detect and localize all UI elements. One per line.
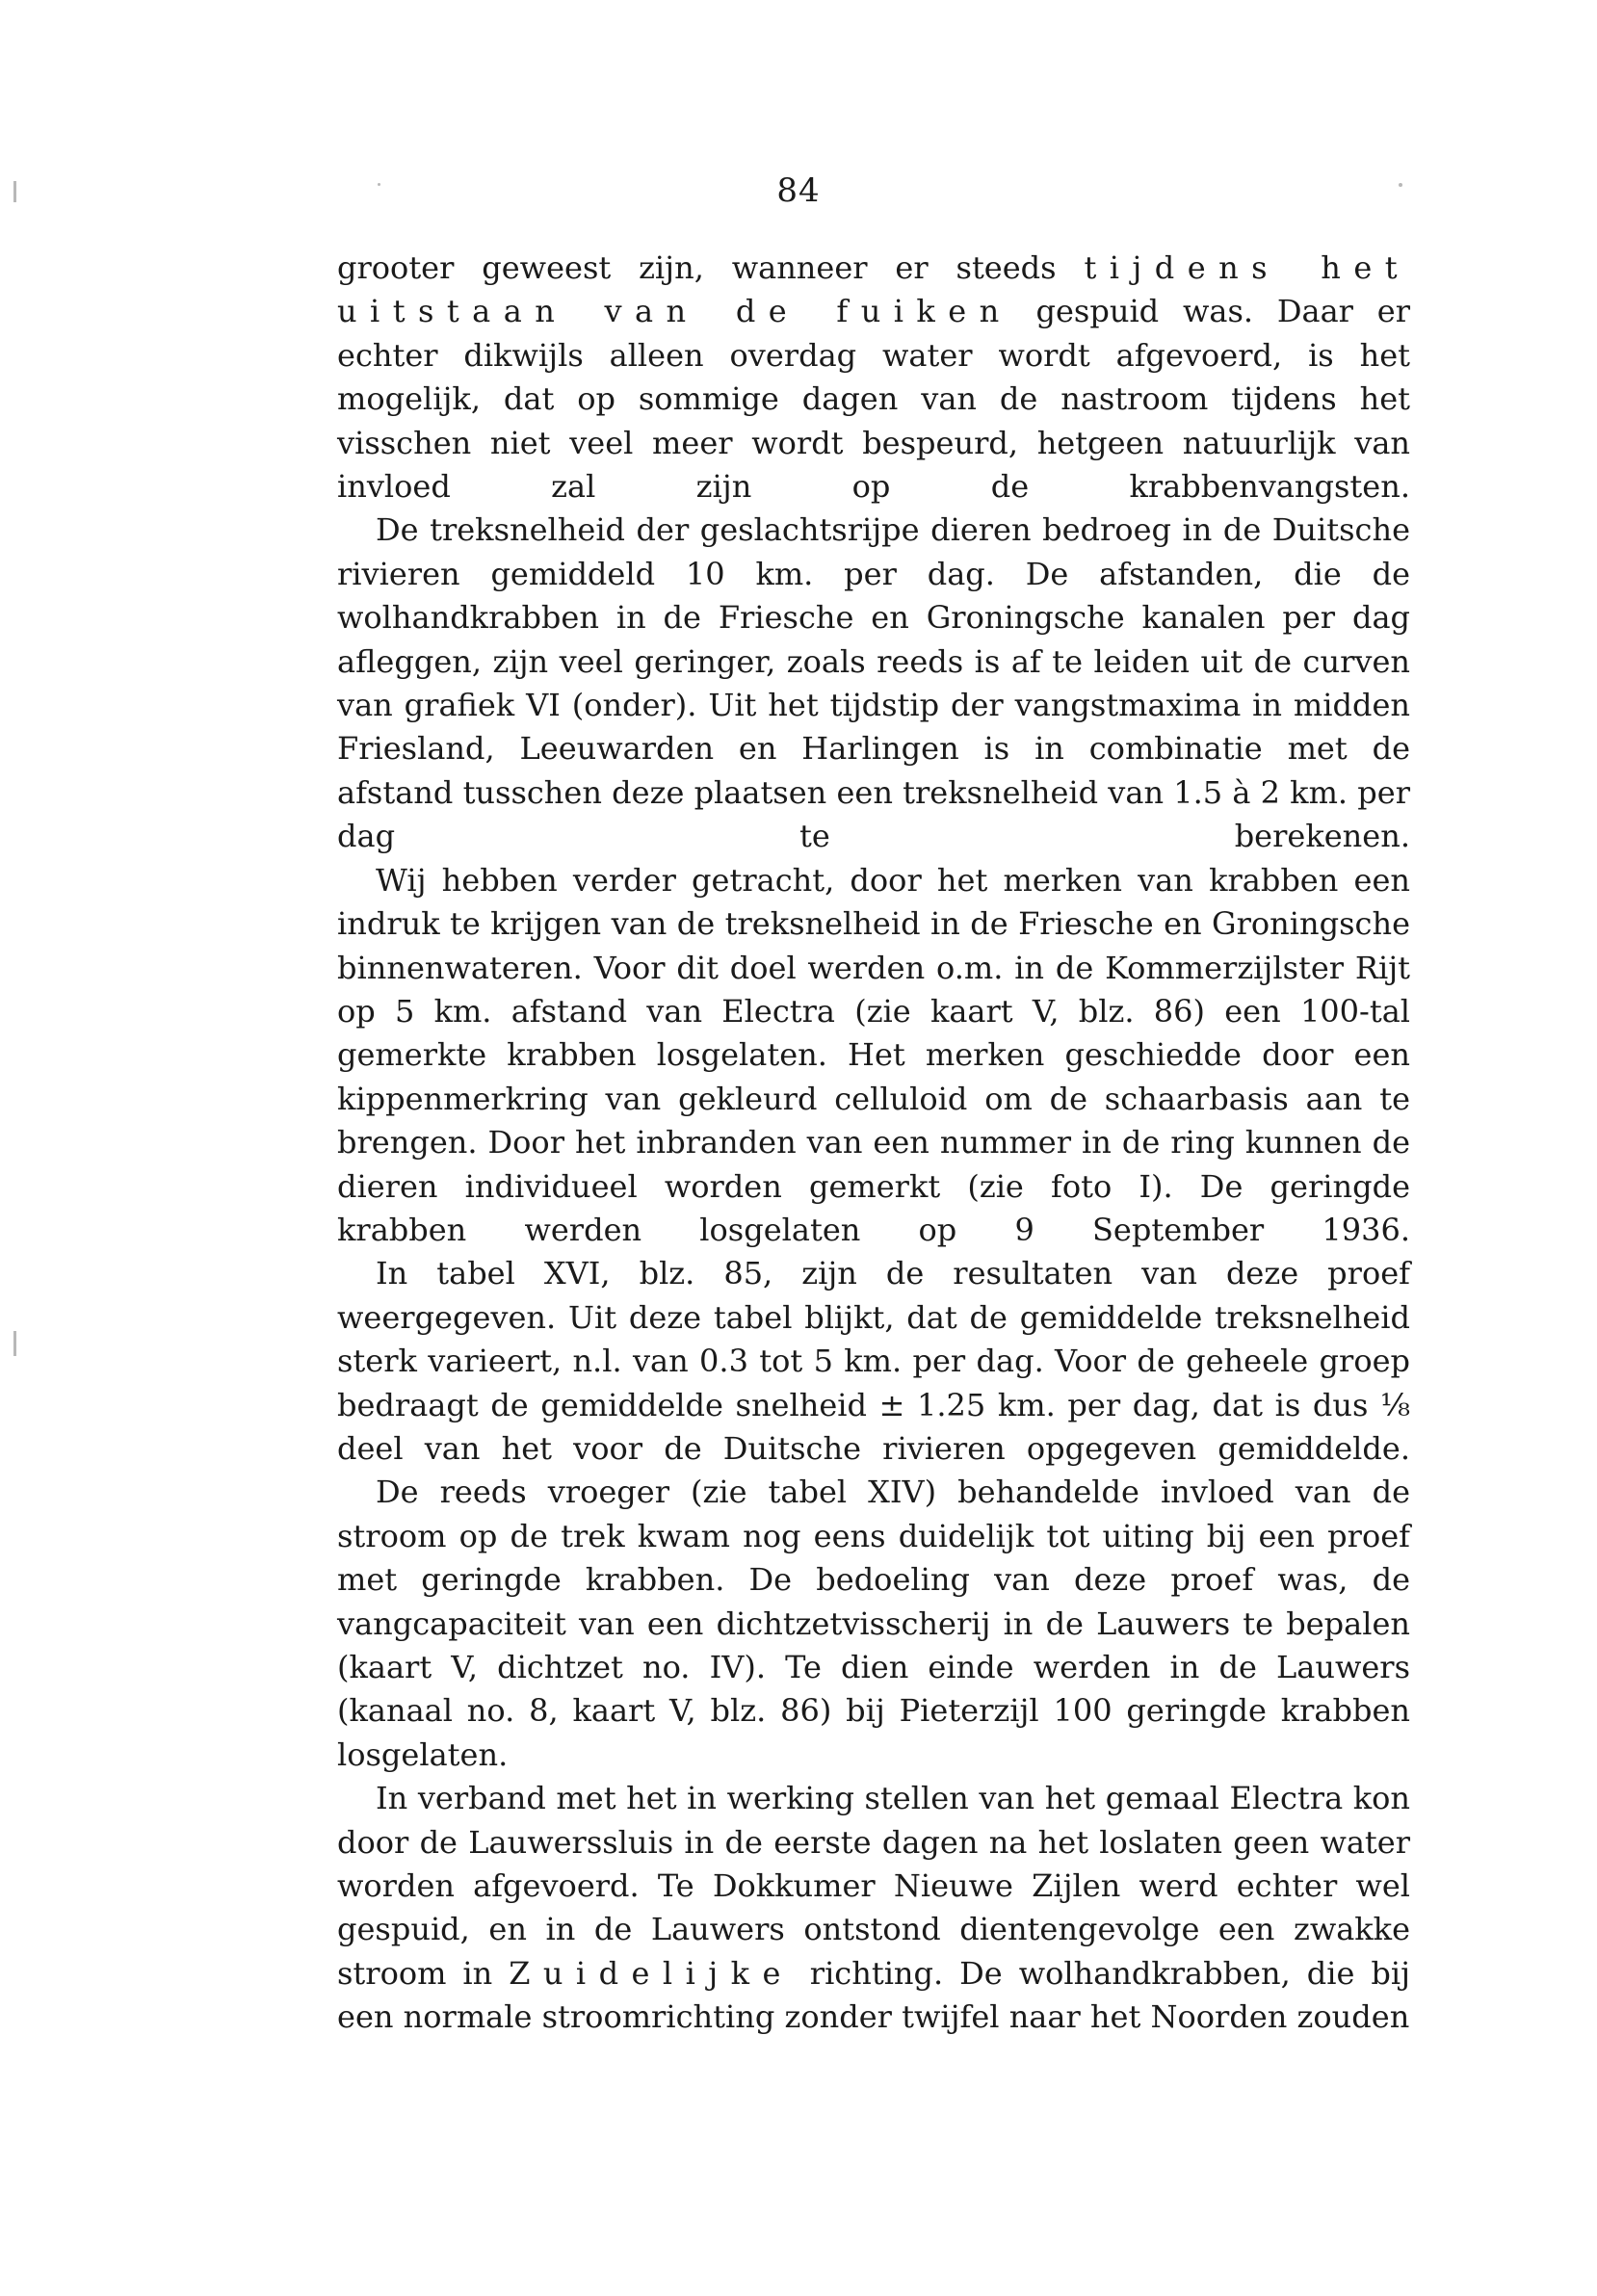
spaced-emphasis: tijdens het uitstaan van de fuiken	[337, 249, 1411, 330]
scan-mark	[13, 181, 16, 202]
page-number: 84	[776, 171, 821, 210]
paragraph-4	[337, 1252, 1410, 1471]
paragraph-3	[337, 859, 1410, 1253]
text-segment: Wij hebben verder getracht, door het merken van krabben een indruk te krijgen van de treksnelheid in de Friesche en Groningsche binnenwateren. Voor dit doel werden o.m. in de Kommerzijlster Rijt op 5 km. afstand van Electra (zie kaart V, blz. 86) een 100-tal gemerkte krabben losgelaten. Het merken geschiedde door een kippenmerkring van gekleurd celluloid om de schaarbasis aan te brengen. Door het inbranden van een nummer in de ring kunnen de dieren individueel worden gemerkt (zie foto I). De geringde krabben werden losgelaten op 9 September 1936.	[337, 861, 1410, 1248]
text-segment: In tabel XVI, blz. 85, zijn de resultaten van deze proef weergegeven. Uit deze tabel blijkt, dat de gemiddelde treksnelheid sterk varieert, n.l. van 0.3 tot 5 km. per dag. Voor de geheele groep bedraagt de gemiddelde snelheid ± 1.25 km. per dag, dat is dus ⅛ deel van het voor de Duitsche rivieren opgegeven gemiddelde.	[337, 1255, 1410, 1467]
text-segment: grooter geweest zijn, wanneer er steeds	[337, 249, 1085, 286]
spaced-emphasis: Zuidelijke	[509, 1954, 794, 1992]
paragraph-5	[337, 1471, 1410, 1777]
text-segment: richting. De wolhandkrabben, die bij een normale stroomrichting zonder twijfel naar het Noorden zouden	[337, 1954, 1411, 2036]
scan-mark	[1399, 183, 1402, 187]
paragraph-2	[337, 509, 1410, 858]
text-segment: De treksnelheid der geslachtsrijpe dieren bedroeg in de Duitsche rivieren gemiddeld 10 km. per dag. De afstanden, die de wolhandkrabben in de Friesche en Groningsche kanalen per dag afleggen, zijn veel geringer, zoals reeds is af te leiden uit de curven van grafiek VI (onder). Uit het tijdstip der vangstmaxima in midden Friesland, Leeuwarden en Harlingen is in combinatie met de afstand tusschen deze plaatsen een treksnelheid van 1.5 à 2 km. per dag te berekenen.	[337, 511, 1410, 855]
scan-mark	[378, 183, 380, 186]
text-segment: gespuid was. Daar er echter dikwijls alleen overdag water wordt afgevoerd, is het mogelijk, dat op sommige dagen van de nastroom tijdens het visschen niet veel meer wordt bespeurd, hetgeen natuurlijk van invloed zal zijn op de krabbenvangsten.	[337, 293, 1410, 506]
scan-mark	[13, 1331, 16, 1356]
body-text	[337, 247, 1410, 2040]
text-segment: In verband met het in werking stellen van het gemaal Electra kon door de Lauwerssluis in de eerste dagen na het loslaten geen water worden afgevoerd. Te Dokkumer Nieuwe Zijlen werd echter wel gespuid, en in de Lauwers ontstond dientengevolge een zwakke stroom in	[337, 1780, 1410, 1992]
paragraph-6	[337, 1777, 1410, 2039]
text-segment: De reeds vroeger (zie tabel XIV) behandelde invloed van de stroom op de trek kwam nog eens duidelijk tot uiting bij een proef met geringde krabben. De bedoeling van deze proef was, de vangcapaciteit van een dichtzetvisscherij in de Lauwers te bepalen (kaart V, dichtzet no. IV). Te dien einde werden in de Lauwers (kanaal no. 8, kaart V, blz. 86) bij Pieterzijl 100 geringde krabben losgelaten.	[337, 1474, 1410, 1773]
paragraph-1	[337, 247, 1410, 509]
